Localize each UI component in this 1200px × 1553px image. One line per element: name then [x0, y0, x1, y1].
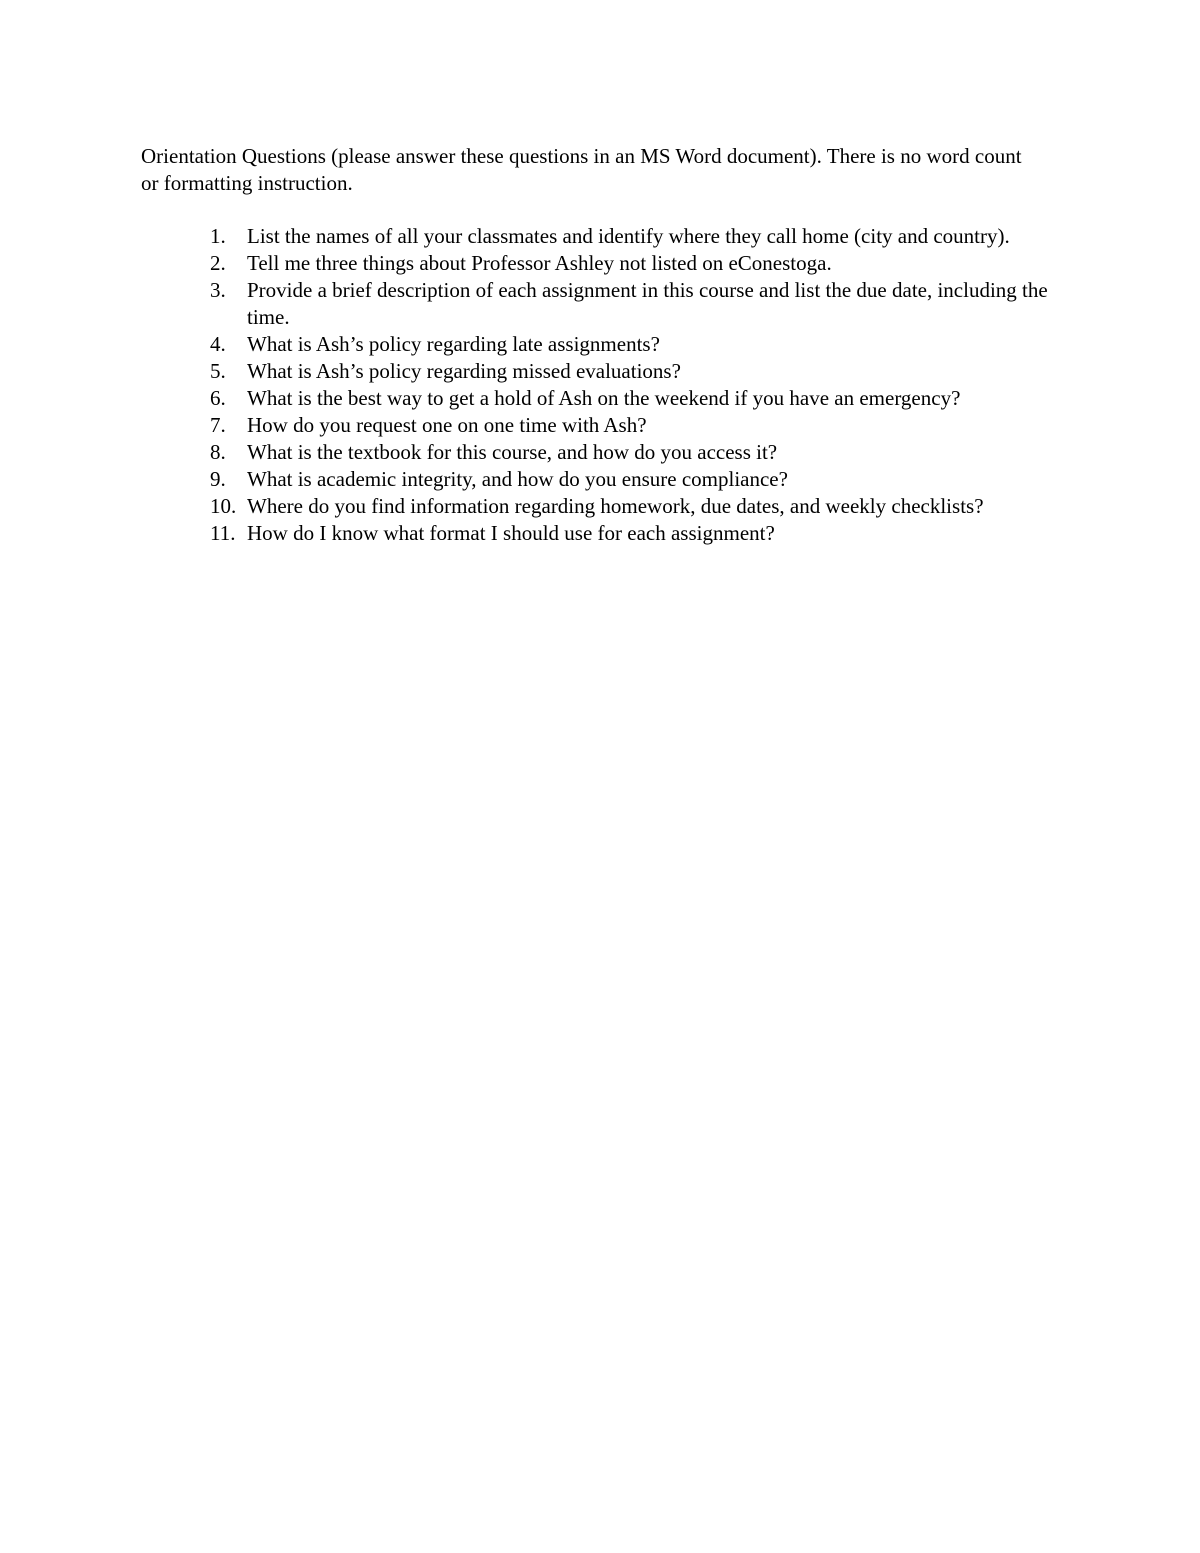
list-item-number: 2. [210, 251, 226, 275]
list-item [210, 466, 1070, 493]
list-item-text: Tell me three things about Professor Ashley not listed on eConestoga. [247, 251, 832, 275]
list-item-text: Provide a brief description of each assignment in this course and list the due date, including the time. [247, 278, 1048, 329]
list-item-text: How do I know what format I should use for each assignment? [247, 521, 775, 545]
list-item-number: 6. [210, 386, 226, 410]
list-item [210, 412, 1070, 439]
list-item-text: What is the textbook for this course, and how do you access it? [247, 440, 778, 464]
list-item [210, 493, 1070, 520]
list-item-text: What is Ash’s policy regarding late assignments? [247, 332, 660, 356]
list-item-number: 5. [210, 359, 226, 383]
list-item-number: 11. [210, 521, 236, 545]
intro-paragraph: Orientation Questions (please answer these questions in an MS Word document). There is no word count or formatting instruction. [141, 144, 1022, 195]
list-item-text: Where do you find information regarding homework, due dates, and weekly checklists? [247, 494, 984, 518]
list-item-number: 3. [210, 278, 226, 302]
list-item-number: 10. [210, 494, 237, 518]
list-item [210, 250, 1070, 277]
list-item-number: 9. [210, 467, 226, 491]
list-item-number: 7. [210, 413, 226, 437]
list-item-text: How do you request one on one time with Ash? [247, 413, 647, 437]
list-item [210, 331, 1070, 358]
list-item-text: What is academic integrity, and how do you ensure compliance? [247, 467, 788, 491]
list-item-text: List the names of all your classmates and identify where they call home (city and country). [247, 224, 1010, 248]
list-item [210, 520, 1070, 547]
list-item [210, 385, 1070, 412]
list-item-number: 4. [210, 332, 226, 356]
question-list [210, 223, 1070, 547]
list-item-number: 1. [210, 224, 226, 248]
list-item [210, 223, 1070, 250]
list-item-text: What is the best way to get a hold of Ash on the weekend if you have an emergency? [247, 386, 961, 410]
list-item [210, 358, 1070, 385]
list-item [210, 277, 1070, 331]
list-item [210, 439, 1070, 466]
list-item-number: 8. [210, 440, 226, 464]
list-item-text: What is Ash’s policy regarding missed evaluations? [247, 359, 681, 383]
